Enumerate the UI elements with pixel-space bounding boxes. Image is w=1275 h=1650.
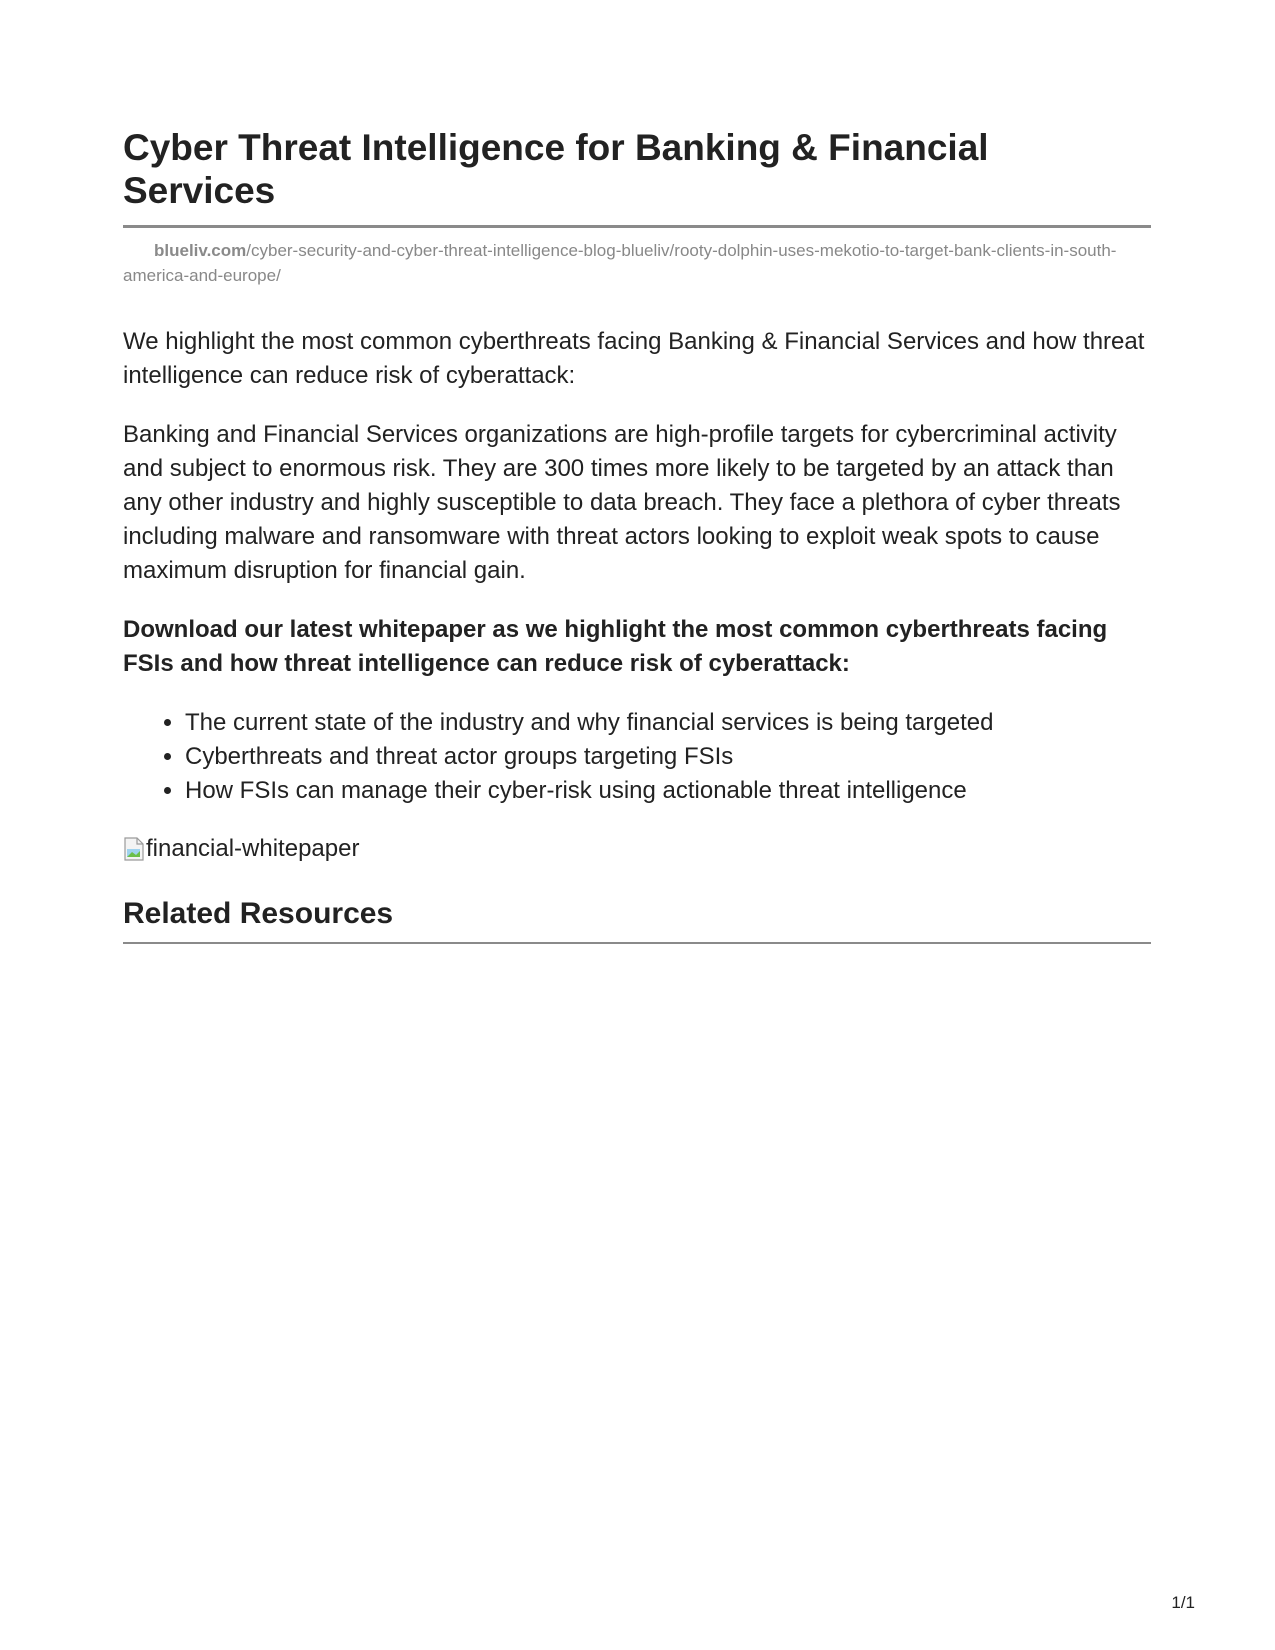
download-cta-paragraph: Download our latest whitepaper as we highlight the most common cyberthreats facing FSIs and how threat intelligence can reduce risk of cyberattack: <box>123 616 1108 677</box>
broken-image-icon <box>123 836 145 862</box>
page-title: Cyber Threat Intelligence for Banking & Financial Services <box>123 126 1151 228</box>
article <box>123 126 1151 969</box>
intro-paragraph: We highlight the most common cyberthreats facing Banking & Financial Services and how threat intelligence can reduce risk of cyberattack: <box>123 328 1145 389</box>
page-number: 1/1 <box>1171 1593 1195 1612</box>
source-domain: blueliv.com <box>154 241 247 260</box>
list-item: • The current state of the industry and why financial services is being targeted <box>185 706 1151 740</box>
source-url[interactable] <box>123 238 1151 288</box>
body-paragraph: Banking and Financial Services organizations are high-profile targets for cybercriminal activity and subject to enormous risk. They are 300 times more likely to be targeted by an attack than any other industry and highly susceptible to data breach. They face a plethora of cyber threats including malware and ransomware with threat actors looking to exploit weak spots to cause maximum disruption for financial gain. <box>123 421 1121 584</box>
whitepaper-image[interactable] <box>123 832 1151 866</box>
image-alt-text: financial-whitepaper <box>146 835 360 862</box>
feature-list <box>123 706 1151 808</box>
source-path: /cyber-security-and-cyber-threat-intelligence-blog-blueliv/rooty-dolphin-uses-mekotio-to-target-bank-clients-in-south-america-and-europe/ <box>123 241 1117 285</box>
list-item: • Cyberthreats and threat actor groups targeting FSIs <box>185 740 1151 774</box>
related-resources-heading: Related Resources <box>123 896 1151 944</box>
list-item: • How FSIs can manage their cyber-risk using actionable threat intelligence <box>185 774 1151 808</box>
